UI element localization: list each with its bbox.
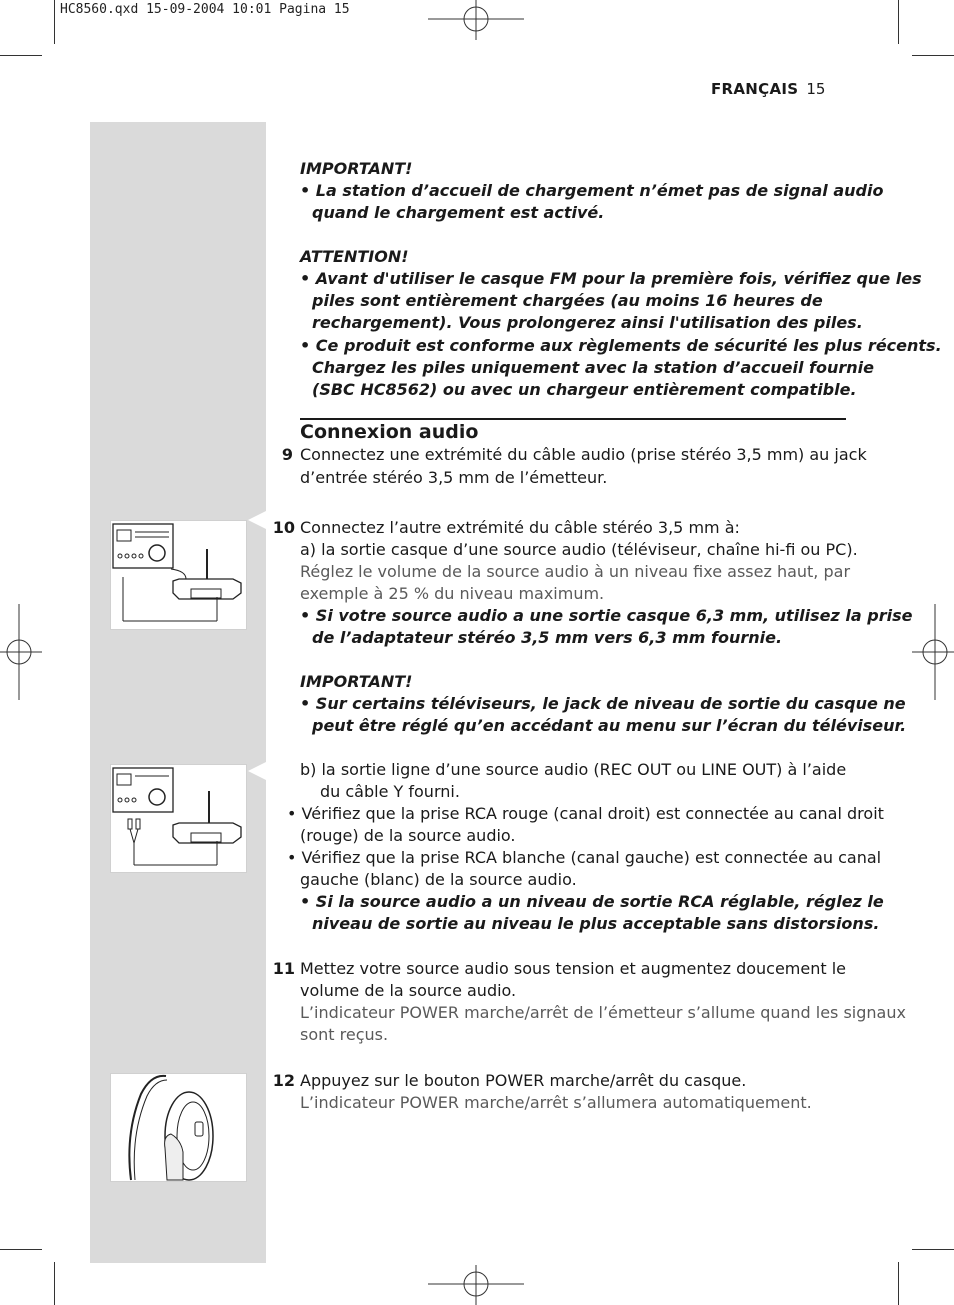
registration-mark-icon [428,1265,524,1305]
crop-mark [54,1262,55,1305]
step-note: sont reçus. [300,1025,389,1044]
step-warning: de l’adaptateur stéréo 3,5 mm vers 6,3 mm fournie. [312,628,783,647]
section-divider [300,418,846,420]
important-line: quand le chargement est activé. [312,203,605,222]
step-warning: • Si la source audio a un niveau de sortie RCA réglable, réglez le [300,892,884,911]
step-number: 12 [272,1071,295,1090]
step-text: du câble Y fourni. [320,782,460,801]
crop-mark [0,55,42,56]
step-text: d’entrée stéréo 3,5 mm de l’émetteur. [300,468,608,487]
step-note: L’indicateur POWER marche/arrêt s’allumera automatiquement. [300,1093,812,1112]
step-text: (rouge) de la source audio. [300,826,516,845]
step-number: 11 [272,959,295,978]
headphone-power-button-illustration [110,1073,247,1182]
important-line: peut être réglé qu’en accédant au menu sur l’écran du téléviseur. [312,716,907,735]
registration-mark-icon [0,604,42,700]
crop-mark [912,1249,954,1250]
step-text: • Vérifiez que la prise RCA blanche (canal gauche) est connectée au canal [287,848,882,867]
step-number: 9 [281,445,293,464]
crop-mark [898,0,899,44]
step-text: a) la sortie casque d’une source audio (téléviseur, chaîne hi-fi ou PC). [300,540,858,559]
print-slug: HC8560.qxd 15-09-2004 10:01 Pagina 15 [60,2,350,17]
callout-pointer-icon [248,511,266,529]
registration-mark-icon [912,604,954,700]
crop-mark [54,0,55,44]
registration-mark-icon [428,0,524,40]
important-line: • La station d’accueil de chargement n’émet pas de signal audio [300,181,884,200]
step-text: b) la sortie ligne d’une source audio (REC OUT ou LINE OUT) à l’aide [300,760,847,779]
crop-mark [0,1249,42,1250]
attention-line: • Ce produit est conforme aux règlements de sécurité les plus récents. [300,336,942,355]
attention-line: • Avant d'utiliser le casque FM pour la première fois, vérifiez que les [300,269,922,288]
step-number: 10 [272,518,295,537]
section-title: Connexion audio [300,421,479,443]
attention-title: ATTENTION! [300,247,409,266]
step-text: Connectez l’autre extrémité du câble stéréo 3,5 mm à: [300,518,740,537]
language-label: FRANÇAIS [711,80,799,98]
important-title: IMPORTANT! [300,672,413,691]
stereo-headphone-connection-illustration [110,520,247,630]
crop-mark [912,55,954,56]
step-text: • Vérifiez que la prise RCA rouge (canal droit) est connectée au canal droit [287,804,884,823]
attention-line: rechargement). Vous prolongerez ainsi l'utilisation des piles. [312,313,863,332]
step-note: Réglez le volume de la source audio à un niveau fixe assez haut, par [300,562,851,581]
step-note: L’indicateur POWER marche/arrêt de l’émetteur s’allume quand les signaux [300,1003,906,1022]
step-text: Connectez une extrémité du câble audio (prise stéréo 3,5 mm) au jack [300,445,867,464]
step-text: Appuyez sur le bouton POWER marche/arrêt du casque. [300,1071,747,1090]
callout-pointer-icon [248,762,266,780]
attention-line: piles sont entièrement chargées (au moins 16 heures de [312,291,823,310]
step-warning: niveau de sortie au niveau le plus acceptable sans distorsions. [312,914,880,933]
attention-line: Chargez les piles uniquement avec la station d’accueil fournie [312,358,874,377]
page-header [711,80,825,98]
important-line: • Sur certains téléviseurs, le jack de niveau de sortie du casque ne [300,694,906,713]
attention-line: (SBC HC8562) ou avec un chargeur entièrement compatible. [312,380,857,399]
step-text: gauche (blanc) de la source audio. [300,870,577,889]
crop-mark [898,1262,899,1305]
step-text: volume de la source audio. [300,981,517,1000]
step-text: Mettez votre source audio sous tension et augmentez doucement le [300,959,847,978]
step-note: exemple à 25 % du niveau maximum. [300,584,605,603]
page-number: 15 [806,80,826,98]
step-warning: • Si votre source audio a une sortie casque 6,3 mm, utilisez la prise [300,606,913,625]
stereo-line-out-connection-illustration [110,764,247,873]
important-title: IMPORTANT! [300,159,413,178]
